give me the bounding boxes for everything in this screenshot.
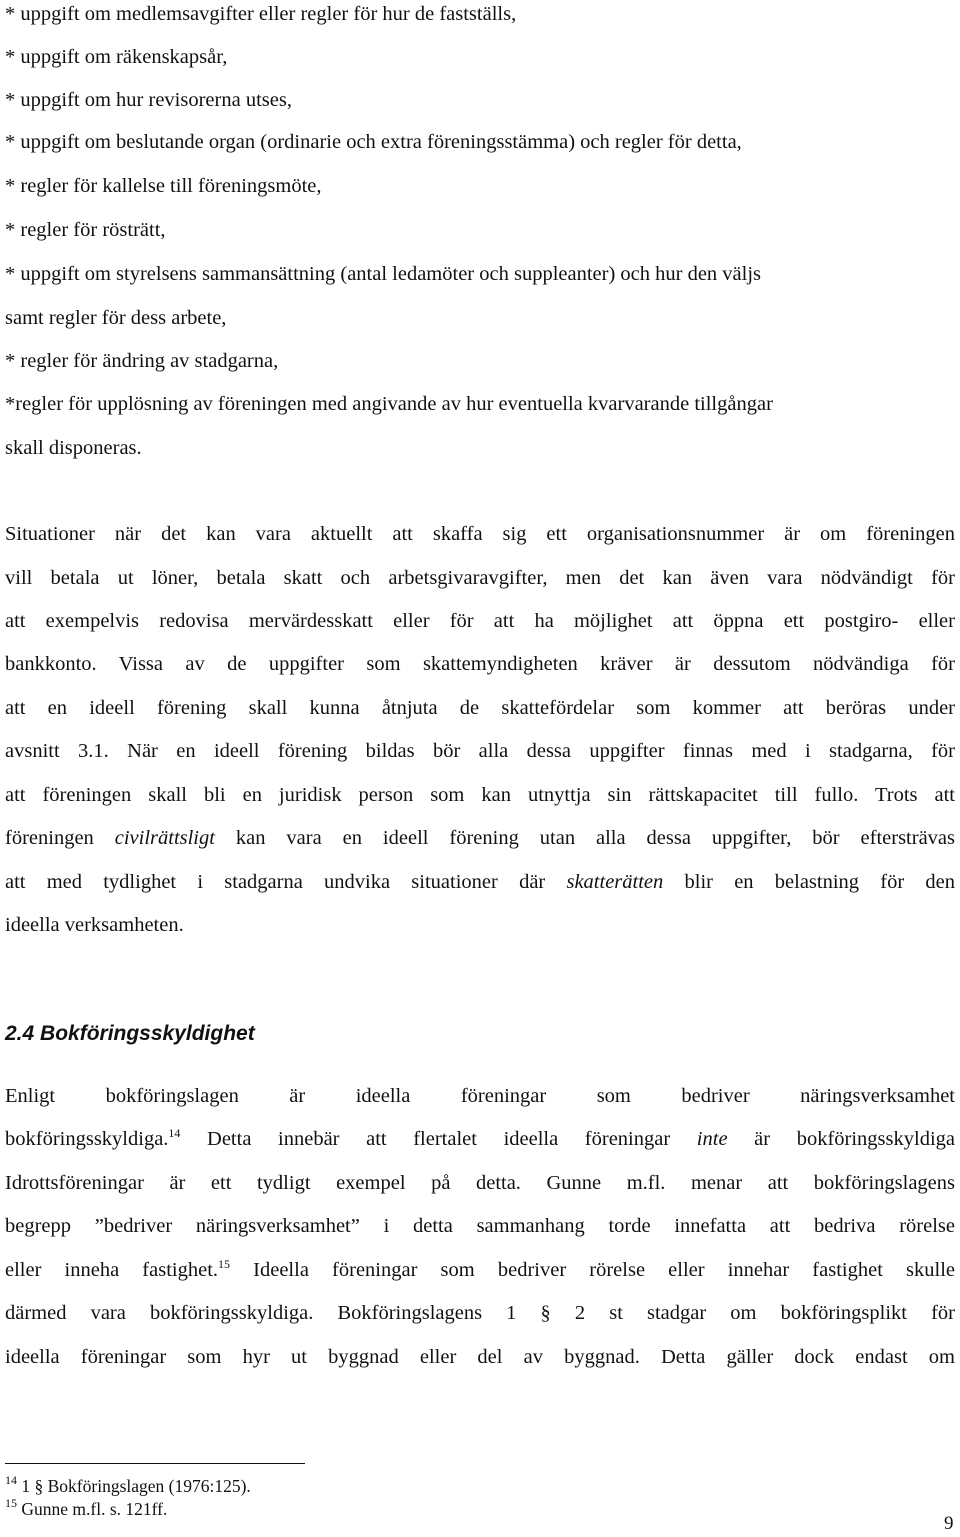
text-span: bokföringsskyldiga. bbox=[5, 1128, 169, 1150]
bullet-line: * uppgift om styrelsens sammansättning (antal ledamöter och suppleanter) och hur den väljs bbox=[5, 263, 762, 285]
paragraph-line bbox=[5, 1258, 955, 1282]
text-span: eller inneha fastighet. bbox=[5, 1259, 219, 1281]
bullet-line: *regler för upplösning av föreningen med angivande av hur eventuella kvarvarande tillgångar bbox=[5, 393, 773, 415]
bullet-line: * uppgift om räkenskapsår, bbox=[5, 46, 228, 68]
footnote bbox=[5, 1473, 251, 1496]
bullet-line: * regler för rösträtt, bbox=[5, 219, 166, 241]
paragraph-line: ideella verksamheten. bbox=[5, 914, 184, 936]
paragraph-line: Enligt bokföringslagen är ideella föreningar som bedriver näringsverksamhet bbox=[5, 1085, 955, 1107]
footnote-text: Gunne m.fl. s. 121ff. bbox=[17, 1499, 168, 1519]
page-number: 9 bbox=[944, 1513, 954, 1534]
paragraph-line: ideella föreningar som hyr ut byggnad eller del av byggnad. Detta gäller dock endast om bbox=[5, 1346, 955, 1368]
paragraph-line: avsnitt 3.1. När en ideell förening bildas bör alla dessa uppgifter finnas med i stadgarna, för bbox=[5, 740, 955, 762]
bullet-line: * uppgift om medlemsavgifter eller regler för hur de fastställs, bbox=[5, 3, 517, 25]
italic-term: skatterätten bbox=[566, 871, 664, 893]
footnote-ref[interactable]: 15 bbox=[218, 1257, 231, 1271]
paragraph-line: bankkonto. Vissa av de uppgifter som skattemyndigheten kräver är dessutom nödvändiga för bbox=[5, 653, 955, 675]
footnote-text: 1 § Bokföringslagen (1976:125). bbox=[17, 1476, 251, 1496]
footnote bbox=[5, 1496, 168, 1519]
bullet-line: * regler för ändring av stadgarna, bbox=[5, 350, 279, 372]
footnote-number: 14 bbox=[5, 1473, 17, 1487]
paragraph-line: vill betala ut löner, betala skatt och arbetsgivaravgifter, men det kan även vara nödvändigt för bbox=[5, 567, 955, 589]
italic-term: civilrättsligt bbox=[114, 827, 215, 849]
bullet-line: skall disponeras. bbox=[5, 437, 142, 459]
paragraph-line: Situationer när det kan vara aktuellt att skaffa sig ett organisationsnummer är om föreningen bbox=[5, 523, 955, 545]
footnote-separator bbox=[5, 1463, 305, 1464]
paragraph-line: att en ideell förening skall kunna åtnjuta de skattefördelar som kommer att beröras under bbox=[5, 697, 955, 719]
paragraph-line: därmed vara bokföringsskyldiga. Bokföringslagens 1 § 2 st stadgar om bokföringsplikt för bbox=[5, 1302, 955, 1324]
text-span: kan vara en ideell förening utan alla dessa uppgifter, bör eftersträvas bbox=[214, 827, 955, 849]
paragraph-line bbox=[5, 870, 955, 894]
section-heading: 2.4 Bokföringsskyldighet bbox=[5, 1022, 255, 1045]
paragraph-line: att föreningen skall bli en juridisk person som kan utnyttja sin rättskapacitet till fullo. Trots att bbox=[5, 784, 955, 806]
bullet-line: * uppgift om beslutande organ (ordinarie och extra föreningsstämma) och regler för detta, bbox=[5, 131, 742, 153]
paragraph-line: att exempelvis redovisa mervärdesskatt eller för att ha möjlighet att öppna ett postgiro- eller bbox=[5, 610, 955, 632]
text-span: Detta innebär att flertalet ideella föreningar bbox=[180, 1128, 697, 1150]
text-span: är bokföringsskyldiga bbox=[727, 1128, 955, 1150]
bullet-line: * regler för kallelse till föreningsmöte, bbox=[5, 175, 322, 197]
text-span: föreningen bbox=[5, 827, 115, 849]
text-span: Ideella föreningar som bedriver rörelse eller innehar fastighet skulle bbox=[230, 1259, 955, 1281]
bullet-line: * uppgift om hur revisorerna utses, bbox=[5, 89, 292, 111]
paragraph-line bbox=[5, 1127, 955, 1151]
italic-term: inte bbox=[696, 1128, 728, 1150]
text-span: blir en belastning för den bbox=[663, 871, 955, 893]
footnote-number: 15 bbox=[5, 1496, 17, 1510]
footnote-ref[interactable]: 14 bbox=[168, 1126, 181, 1140]
bullet-line: samt regler för dess arbete, bbox=[5, 307, 227, 329]
text-span: att med tydlighet i stadgarna undvika situationer där bbox=[5, 871, 567, 893]
paragraph-line bbox=[5, 826, 955, 850]
paragraph-line: begrepp ”bedriver näringsverksamhet” i detta sammanhang torde innefatta att bedriva rörelse bbox=[5, 1215, 955, 1237]
paragraph-line: Idrottsföreningar är ett tydligt exempel på detta. Gunne m.fl. menar att bokföringslagens bbox=[5, 1172, 955, 1194]
